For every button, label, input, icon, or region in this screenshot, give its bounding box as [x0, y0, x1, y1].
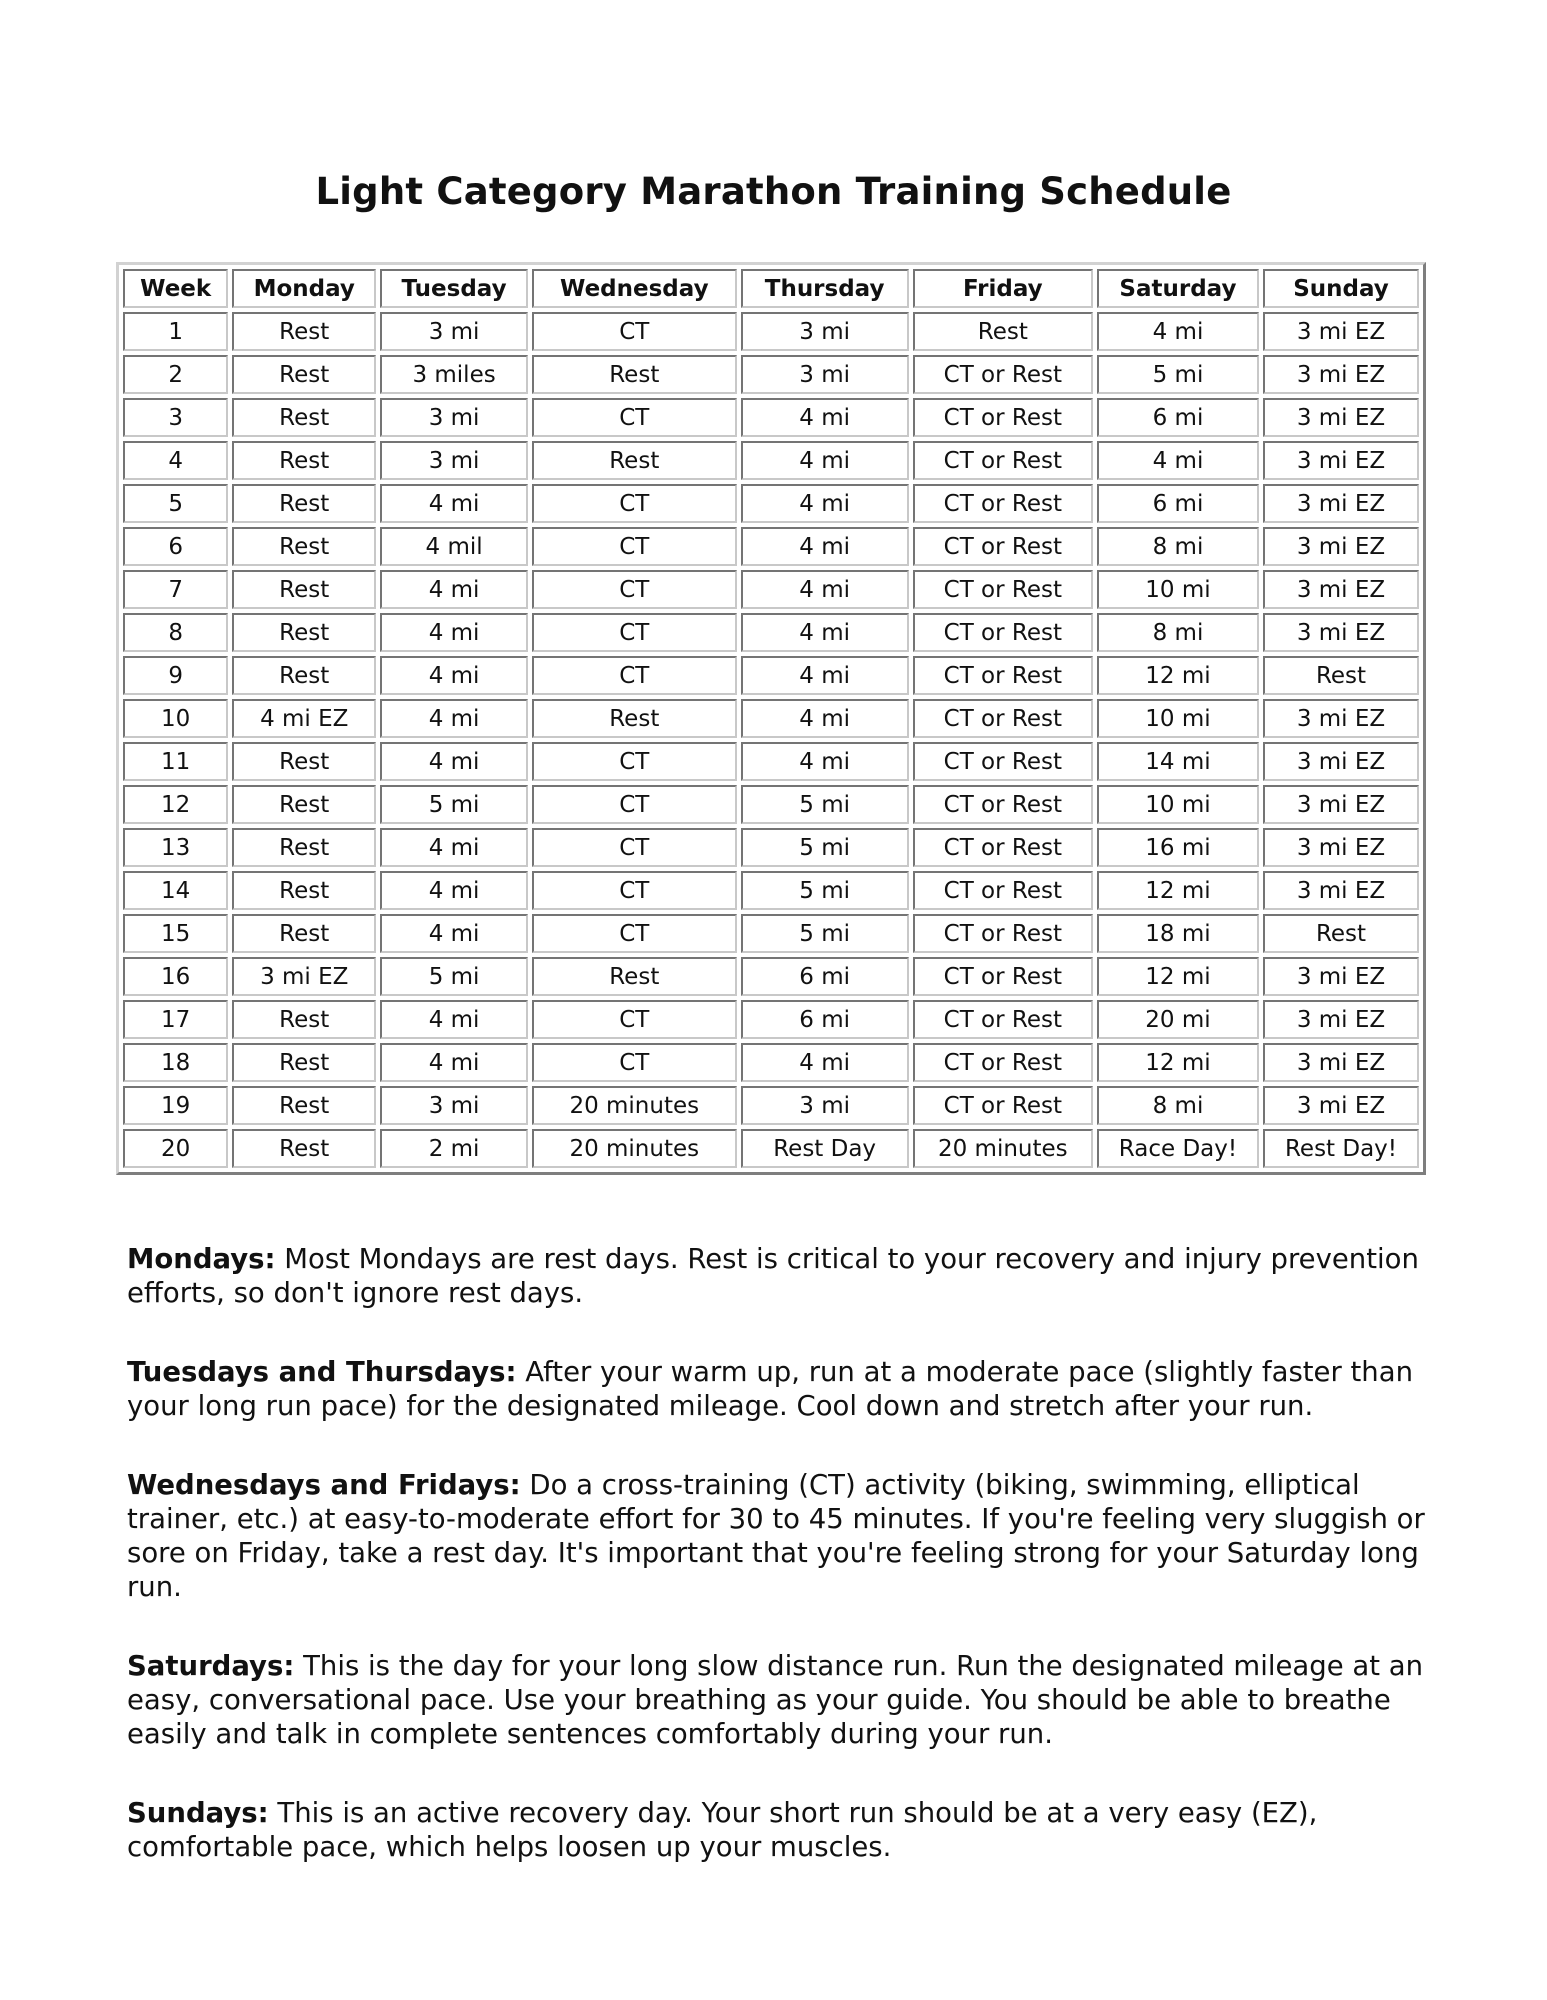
table-cell: Rest: [232, 613, 376, 652]
table-cell: CT or Rest: [913, 355, 1093, 394]
table-row: [123, 699, 1419, 738]
table-cell: CT or Rest: [913, 1000, 1093, 1039]
table-cell: 3 mi: [741, 355, 909, 394]
table-cell: 3 mi: [380, 1086, 528, 1125]
week-cell: 16: [123, 957, 228, 996]
table-cell: 4 mi: [741, 699, 909, 738]
table-cell: Rest: [232, 785, 376, 824]
table-cell: Rest: [532, 441, 737, 480]
table-cell: 6 mi: [1097, 484, 1259, 523]
table-cell: 3 mi EZ: [232, 957, 376, 996]
note-sundays: [127, 1796, 1437, 1864]
table-row: [123, 871, 1419, 910]
table-cell: 3 miles: [380, 355, 528, 394]
table-cell: 4 mi: [380, 871, 528, 910]
table-cell: CT: [532, 828, 737, 867]
table-row: [123, 785, 1419, 824]
table-cell: 4 mi: [380, 742, 528, 781]
table-cell: 3 mi EZ: [1263, 828, 1419, 867]
table-cell: 4 mi: [380, 828, 528, 867]
table-cell: 12 mi: [1097, 871, 1259, 910]
week-cell: 7: [123, 570, 228, 609]
table-cell: 18 mi: [1097, 914, 1259, 953]
table-cell: 4 mi: [380, 570, 528, 609]
table-cell: 10 mi: [1097, 699, 1259, 738]
table-cell: 12 mi: [1097, 1043, 1259, 1082]
table-cell: CT or Rest: [913, 613, 1093, 652]
table-cell: 8 mi: [1097, 1086, 1259, 1125]
table-cell: CT: [532, 527, 737, 566]
table-cell: CT or Rest: [913, 398, 1093, 437]
table-cell: 3 mi EZ: [1263, 1043, 1419, 1082]
table-cell: 5 mi: [741, 828, 909, 867]
table-row: [123, 1043, 1419, 1082]
table-cell: 4 mi: [380, 484, 528, 523]
table-cell: 3 mi EZ: [1263, 871, 1419, 910]
table-cell: 3 mi EZ: [1263, 527, 1419, 566]
note-label: Saturdays:: [127, 1650, 295, 1682]
table-cell: 10 mi: [1097, 785, 1259, 824]
table-cell: 3 mi EZ: [1263, 742, 1419, 781]
table-cell: CT: [532, 742, 737, 781]
table-cell: 3 mi EZ: [1263, 312, 1419, 351]
table-cell: 3 mi EZ: [1263, 785, 1419, 824]
table-cell: 3 mi EZ: [1263, 957, 1419, 996]
table-cell: CT or Rest: [913, 871, 1093, 910]
table-cell: CT or Rest: [913, 914, 1093, 953]
table-row: [123, 828, 1419, 867]
table-cell: 4 mi: [741, 484, 909, 523]
table-cell: 4 mi: [380, 914, 528, 953]
note-text: Most Mondays are rest days. Rest is critical to your recovery and injury prevention efforts, so don't ignore rest days.: [127, 1243, 1419, 1309]
table-cell: CT or Rest: [913, 656, 1093, 695]
table-cell: CT: [532, 613, 737, 652]
table-cell: 4 mi: [380, 699, 528, 738]
table-cell: 5 mi: [741, 871, 909, 910]
table-cell: 3 mi: [380, 441, 528, 480]
table-cell: 4 mi: [741, 613, 909, 652]
header-row: [123, 269, 1419, 308]
table-cell: CT or Rest: [913, 484, 1093, 523]
table-cell: CT or Rest: [913, 699, 1093, 738]
table-cell: 3 mi: [741, 312, 909, 351]
table-cell: Race Day!: [1097, 1129, 1259, 1168]
table-cell: Rest: [532, 699, 737, 738]
table-row: [123, 957, 1419, 996]
table-row: [123, 656, 1419, 695]
table-cell: Rest: [232, 914, 376, 953]
table-cell: 3 mi EZ: [1263, 613, 1419, 652]
table-cell: 3 mi: [741, 1086, 909, 1125]
table-cell: 4 mi: [380, 1043, 528, 1082]
table-cell: Rest: [232, 398, 376, 437]
table-cell: Rest: [532, 957, 737, 996]
table-cell: CT or Rest: [913, 785, 1093, 824]
table-cell: CT: [532, 1043, 737, 1082]
table-cell: 3 mi EZ: [1263, 355, 1419, 394]
note-text: This is the day for your long slow distance run. Run the designated mileage at an easy, conversational pace. Use your breathing as your guide. You should be able to breathe easily and talk in complete sentences comfortably during your run.: [127, 1650, 1424, 1750]
week-cell: 17: [123, 1000, 228, 1039]
column-header: Saturday: [1097, 269, 1259, 308]
week-cell: 3: [123, 398, 228, 437]
week-cell: 18: [123, 1043, 228, 1082]
note-text: After your warm up, run at a moderate pace (slightly faster than your long run pace) for the designated mileage. Cool down and stretch after your run.: [127, 1356, 1414, 1422]
table-cell: 16 mi: [1097, 828, 1259, 867]
table-cell: CT or Rest: [913, 570, 1093, 609]
table-row: [123, 484, 1419, 523]
table-cell: Rest: [532, 355, 737, 394]
table-cell: 4 mi: [741, 742, 909, 781]
note-text: Do a cross-training (CT) activity (biking, swimming, elliptical trainer, etc.) at easy-to-moderate effort for 30 to 45 minutes. If you're feeling very sluggish or sore on Friday, take a rest day. It's important that you're feeling strong for your Saturday long run.: [127, 1469, 1425, 1603]
week-cell: 8: [123, 613, 228, 652]
week-cell: 2: [123, 355, 228, 394]
table-cell: 3 mi EZ: [1263, 441, 1419, 480]
table-cell: 4 mi: [741, 656, 909, 695]
table-cell: 3 mi: [380, 312, 528, 351]
table-row: [123, 1129, 1419, 1168]
table-cell: 20 minutes: [532, 1129, 737, 1168]
table-cell: 6 mi: [741, 1000, 909, 1039]
table-cell: CT or Rest: [913, 1043, 1093, 1082]
table-cell: 3 mi EZ: [1263, 484, 1419, 523]
table-cell: Rest: [232, 312, 376, 351]
table-cell: Rest: [232, 828, 376, 867]
table-cell: Rest: [1263, 656, 1419, 695]
week-cell: 11: [123, 742, 228, 781]
note-label: Tuesdays and Thursdays:: [127, 1356, 517, 1388]
table-cell: CT: [532, 656, 737, 695]
table-cell: 3 mi EZ: [1263, 398, 1419, 437]
table-row: [123, 570, 1419, 609]
table-cell: 8 mi: [1097, 527, 1259, 566]
table-cell: Rest Day: [741, 1129, 909, 1168]
table-cell: CT or Rest: [913, 1086, 1093, 1125]
table-cell: 4 mi: [741, 570, 909, 609]
table-cell: Rest: [232, 355, 376, 394]
table-cell: 5 mi: [380, 957, 528, 996]
note-label: Sundays:: [127, 1797, 269, 1829]
table-cell: Rest: [232, 1000, 376, 1039]
table-cell: CT: [532, 871, 737, 910]
table-row: [123, 355, 1419, 394]
column-header: Thursday: [741, 269, 909, 308]
week-cell: 5: [123, 484, 228, 523]
table-cell: Rest: [232, 1129, 376, 1168]
table-cell: Rest Day!: [1263, 1129, 1419, 1168]
table-row: [123, 613, 1419, 652]
week-cell: 13: [123, 828, 228, 867]
table-cell: 4 mil: [380, 527, 528, 566]
table-cell: Rest: [232, 570, 376, 609]
table-cell: 3 mi EZ: [1263, 1000, 1419, 1039]
table-cell: 14 mi: [1097, 742, 1259, 781]
table-cell: CT: [532, 785, 737, 824]
week-cell: 14: [123, 871, 228, 910]
week-cell: 9: [123, 656, 228, 695]
week-cell: 15: [123, 914, 228, 953]
table-row: [123, 1000, 1419, 1039]
table-cell: CT or Rest: [913, 527, 1093, 566]
table-cell: CT: [532, 570, 737, 609]
week-cell: 12: [123, 785, 228, 824]
week-cell: 19: [123, 1086, 228, 1125]
column-header: Friday: [913, 269, 1093, 308]
table-row: [123, 312, 1419, 351]
table-cell: 4 mi: [380, 656, 528, 695]
table-cell: Rest: [232, 1086, 376, 1125]
column-header: Monday: [232, 269, 376, 308]
table-cell: Rest: [232, 742, 376, 781]
table-cell: 12 mi: [1097, 656, 1259, 695]
table-cell: 4 mi EZ: [232, 699, 376, 738]
table-cell: 10 mi: [1097, 570, 1259, 609]
table-cell: Rest: [232, 1043, 376, 1082]
table-cell: CT: [532, 914, 737, 953]
note-label: Wednesdays and Fridays:: [127, 1469, 521, 1501]
table-cell: 4 mi: [380, 1000, 528, 1039]
table-cell: 3 mi EZ: [1263, 699, 1419, 738]
column-header: Week: [123, 269, 228, 308]
table-cell: CT or Rest: [913, 957, 1093, 996]
table-cell: 3 mi EZ: [1263, 570, 1419, 609]
table-cell: CT: [532, 484, 737, 523]
table-cell: Rest: [1263, 914, 1419, 953]
table-cell: Rest: [232, 871, 376, 910]
table-body: [123, 312, 1419, 1168]
table-cell: Rest: [232, 656, 376, 695]
note-text: This is an active recovery day. Your short run should be at a very easy (EZ), comfortable pace, which helps loosen up your muscles.: [127, 1797, 1318, 1863]
training-schedule-table: [116, 262, 1426, 1175]
table-cell: CT: [532, 1000, 737, 1039]
note-mondays: [127, 1242, 1437, 1310]
table-cell: Rest: [232, 484, 376, 523]
week-cell: 10: [123, 699, 228, 738]
table-cell: 20 minutes: [532, 1086, 737, 1125]
table-cell: 5 mi: [741, 785, 909, 824]
table-row: [123, 398, 1419, 437]
table-row: [123, 742, 1419, 781]
page-title: Light Category Marathon Training Schedule: [315, 170, 1232, 213]
table-cell: 5 mi: [1097, 355, 1259, 394]
table-cell: 4 mi: [380, 613, 528, 652]
table-row: [123, 527, 1419, 566]
column-header: Wednesday: [532, 269, 737, 308]
table-cell: CT or Rest: [913, 828, 1093, 867]
table-cell: CT: [532, 398, 737, 437]
table-cell: 4 mi: [1097, 441, 1259, 480]
table-cell: CT: [532, 312, 737, 351]
table-row: [123, 441, 1419, 480]
note-label: Mondays:: [127, 1243, 276, 1275]
week-cell: 1: [123, 312, 228, 351]
table-row: [123, 1086, 1419, 1125]
table-cell: 3 mi: [380, 398, 528, 437]
table-row: [123, 914, 1419, 953]
table-cell: 4 mi: [741, 527, 909, 566]
table-cell: 4 mi: [1097, 312, 1259, 351]
week-cell: 6: [123, 527, 228, 566]
table-cell: 12 mi: [1097, 957, 1259, 996]
note-wednesdays-fridays: [127, 1468, 1437, 1604]
column-header: Sunday: [1263, 269, 1419, 308]
table-cell: 8 mi: [1097, 613, 1259, 652]
table-cell: 3 mi EZ: [1263, 1086, 1419, 1125]
note-saturdays: [127, 1649, 1437, 1751]
table-cell: CT or Rest: [913, 742, 1093, 781]
table-cell: 4 mi: [741, 441, 909, 480]
table-cell: 6 mi: [1097, 398, 1259, 437]
table-cell: 20 mi: [1097, 1000, 1259, 1039]
table-cell: 20 minutes: [913, 1129, 1093, 1168]
table-cell: CT or Rest: [913, 441, 1093, 480]
week-cell: 20: [123, 1129, 228, 1168]
table-cell: 5 mi: [380, 785, 528, 824]
table-cell: Rest: [232, 441, 376, 480]
table-cell: Rest: [913, 312, 1093, 351]
table-cell: 4 mi: [741, 1043, 909, 1082]
table-cell: 5 mi: [741, 914, 909, 953]
table-cell: Rest: [232, 527, 376, 566]
column-header: Tuesday: [380, 269, 528, 308]
note-tuesdays-thursdays: [127, 1355, 1437, 1423]
week-cell: 4: [123, 441, 228, 480]
table-cell: 6 mi: [741, 957, 909, 996]
table-cell: 4 mi: [741, 398, 909, 437]
table-cell: 2 mi: [380, 1129, 528, 1168]
notes-section: [127, 1242, 1437, 1909]
